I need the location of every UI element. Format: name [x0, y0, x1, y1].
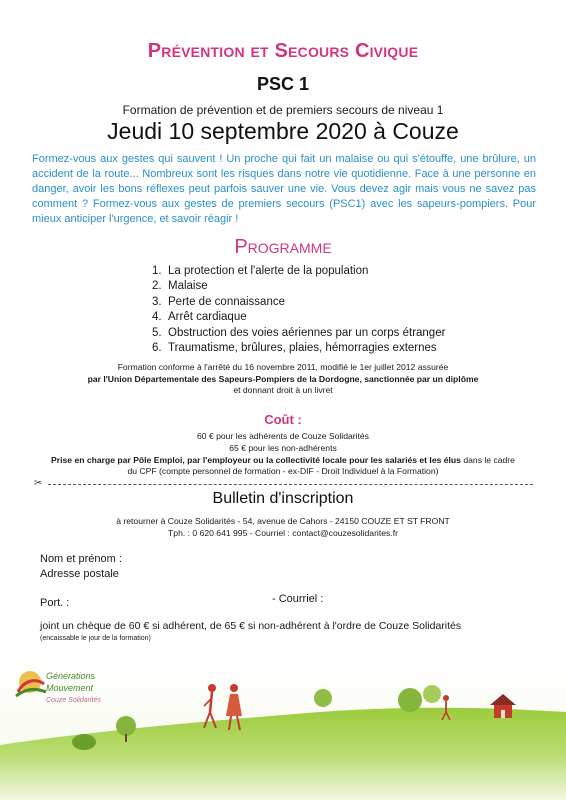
list-item: 2. Malaise: [152, 280, 208, 293]
course-code: PSC 1: [256, 74, 310, 94]
cheque-instruction: joint un chèque de 60 € si adhérent, de 65 € si non-adhérent à l'ordre de Couze Solidarités: [40, 620, 462, 632]
document-title: Prévention et Secours Civique: [147, 40, 419, 62]
logo-text-line: Couze Solidarités: [46, 697, 101, 704]
address-field-label: Adresse postale: [40, 568, 119, 580]
cost-details: 60 € pour les adhérents de Couze Solidarités 65 € pour les non-adhérents Prise en charge par Pôle Emploi, par l'employeur ou la collectivité locale pour les salariés et les élus dans le cadre du CPF (compte personnel de formation - ex-DIF - Droit Individuel à la Formation): [51, 431, 515, 477]
bush-shape: [72, 734, 96, 750]
course-subtitle: Formation de prévention et de premiers secours de niveau 1: [122, 103, 444, 117]
scissors-icon: ✂: [34, 478, 43, 489]
programme-title: Programme: [234, 236, 332, 258]
list-item: 6. Traumatisme, brûlures, plaies, hémorragies externes: [152, 342, 437, 355]
cashing-note: (encaissable le jour de la formation): [40, 635, 151, 642]
name-field-label: Nom et prénom :: [40, 553, 122, 565]
programme-list: [152, 264, 445, 356]
cut-line: [48, 484, 533, 485]
tree-shape: [116, 716, 136, 736]
conformity-notice: Formation conforme à l'arrêté du 16 novembre 2011, modifié le 1er juillet 2012 assurée par l'Union Départementale des Sapeurs-Pompiers de la Dordogne, sanctionnée par un diplôme et donnant droit à un livret: [87, 362, 479, 395]
bulletin-address: à retourner à Couze Solidarités - 54, avenue de Cahors - 24150 COUZE ET ST FRONT Tph. : 0 620 641 995 - Courriel : contact@couzesolidarites.fr: [116, 516, 450, 538]
list-item: 4. Arrêt cardiaque: [152, 311, 247, 324]
event-date-place: Jeudi 10 septembre 2020 à Couze: [107, 118, 459, 144]
intro-paragraph: Formez-vous aux gestes qui sauvent ! Un proche qui fait un malaise ou qui s'étouffe, une brûlure, un accident de la route... Nombreux sont les risques dans notre vie quotidienne. Face à une personne en danger, avoir les bons réflexes peut parfois sauver une vie. Vous devez agir mais vous ne savez pas comment ? Formez-vous aux gestes de premiers secours (PSC1) avec les sapeurs-pompiers. Pour mieux anticiper l'urgence, et savoir réagir !: [32, 153, 536, 225]
tree-shape: [314, 689, 332, 707]
logo-text-line: Générations: [46, 671, 96, 681]
cost-title: Coût :: [264, 412, 302, 427]
logo-text-line: Mouvement: [46, 683, 94, 693]
list-item: 3. Perte de connaissance: [152, 295, 285, 308]
bulletin-title: Bulletin d'inscription: [212, 490, 354, 507]
list-item: 1. La protection et l'alerte de la population: [152, 265, 369, 277]
phone-field-label: Port. :: [40, 597, 70, 609]
tree-shape: [423, 685, 441, 703]
list-item: 5. Obstruction des voies aériennes par un corps étranger: [152, 326, 446, 339]
tree-shape: [398, 688, 422, 712]
email-field-label: - Courriel :: [272, 593, 324, 605]
